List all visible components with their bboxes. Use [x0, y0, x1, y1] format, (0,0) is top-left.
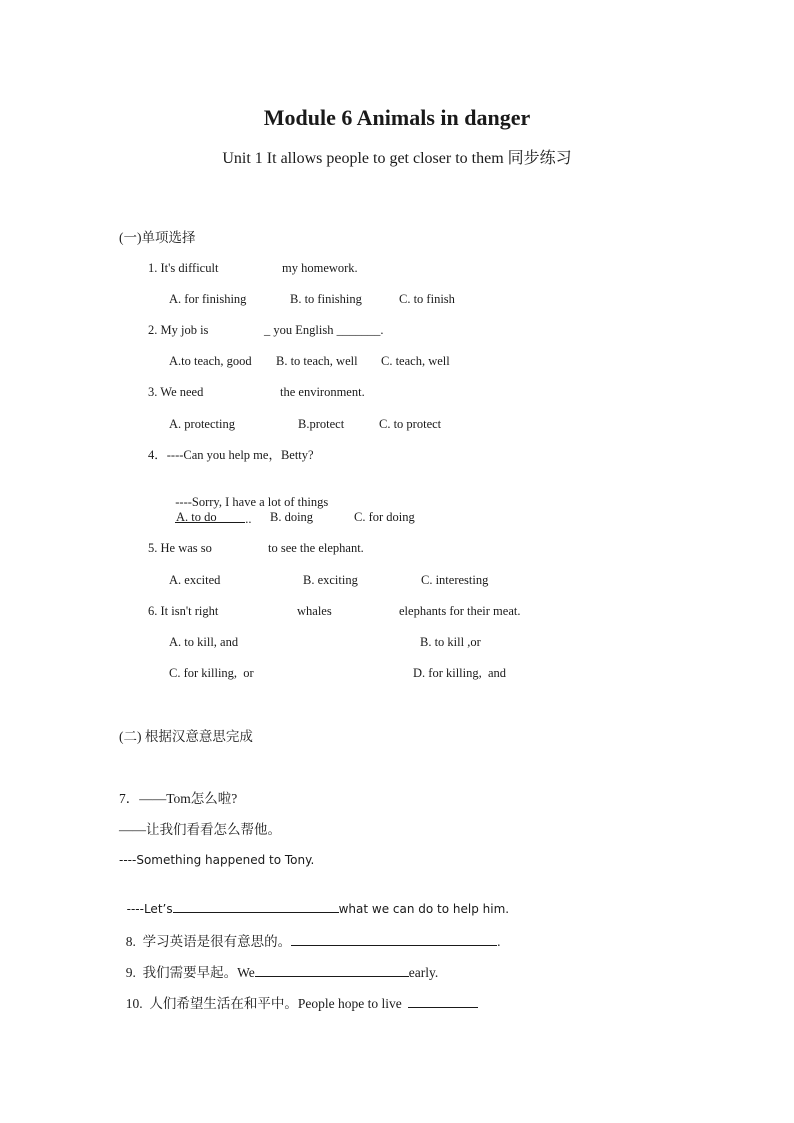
question-10: [119, 977, 478, 1013]
question-7-chinese-line-1: 7．——Tom怎么啦?: [119, 791, 238, 806]
question-4-option-c: C. for doing: [354, 510, 415, 524]
question-3-option-a: A. protecting: [169, 417, 235, 431]
question-4-option-b: B. doing: [270, 510, 314, 524]
question-6-option-a: A. to kill, and: [169, 635, 239, 649]
question-6-stem-middle: whales: [297, 604, 332, 618]
question-1-stem-end: my homework.: [282, 261, 358, 275]
question-8-end: .: [497, 934, 501, 949]
page-title: Module 6 Animals in danger: [263, 105, 531, 130]
answer-blank[interactable]: [255, 964, 409, 977]
question-2-stem-start: 2. My job is: [148, 323, 209, 337]
answer-blank[interactable]: [408, 995, 478, 1008]
question-5-stem-end: to see the elephant.: [268, 541, 364, 555]
page-subtitle: Unit 1 It allows people to get closer to them 同步练习: [222, 150, 572, 167]
section-heading-single-choice: (一)单项选择: [119, 230, 196, 245]
answer-blank[interactable]: [291, 933, 497, 946]
question-4-reply-start: ----Sorry, I have a lot of things: [175, 495, 329, 509]
question-6-stem-end: elephants for their meat.: [399, 604, 521, 618]
question-9-text: 9. 我们需要早起。We: [125, 965, 255, 980]
answer-blank[interactable]: [173, 900, 339, 913]
question-7-english-line-2: [119, 884, 509, 917]
question-1-stem-start: 1. It's difficult: [148, 261, 219, 275]
section-heading-translation: (二) 根据汉意意思完成: [119, 729, 253, 744]
question-5-option-a: A. excited: [169, 573, 221, 587]
question-7-english-line-1: ----Something happened to Tony.: [119, 853, 315, 867]
question-7-line-end: what we can do to help him.: [338, 902, 510, 916]
question-3-stem-end: the environment.: [280, 385, 365, 399]
question-3-stem-start: 3. We need: [148, 385, 204, 399]
question-4-stem: 4．----Can you help me，Betty?: [148, 448, 314, 462]
question-1-option-b: B. to finishing: [290, 292, 362, 306]
question-6-stem-start: 6. It isn't right: [148, 604, 219, 618]
question-3-option-c: C. to protect: [379, 417, 442, 431]
question-2-option-a: A.to teach, good: [169, 354, 252, 368]
question-6-option-b: B. to kill ,or: [420, 635, 481, 649]
question-1-option-c: C. to finish: [399, 292, 455, 306]
question-5-option-c: C. interesting: [421, 573, 489, 587]
question-2-option-c: C. teach, well: [381, 354, 450, 368]
question-10-text: 10. 人们希望生活在和平中。People hope to live: [125, 996, 402, 1011]
question-4-reply-end: ..: [245, 512, 252, 526]
question-3-option-b: B.protect: [298, 417, 345, 431]
question-1-option-a: A. for finishing: [169, 292, 247, 306]
question-5-option-b: B. exciting: [303, 573, 358, 587]
question-5-stem-start: 5. He was so: [148, 541, 212, 555]
question-7-chinese-line-2: ——让我们看看怎么帮他。: [119, 822, 281, 837]
question-8-text: 8. 学习英语是很有意思的。: [125, 934, 292, 949]
question-6-option-c: C. for killing, or: [169, 666, 254, 680]
question-2-option-b: B. to teach, well: [276, 354, 358, 368]
question-2-stem-end: _ you English _______.: [264, 323, 384, 337]
question-9-end: early.: [408, 965, 439, 980]
question-6-option-d: D. for killing, and: [413, 666, 507, 680]
question-4-option-a: A. to do: [176, 510, 217, 524]
question-7-line-start: ----Let’s: [126, 902, 173, 916]
